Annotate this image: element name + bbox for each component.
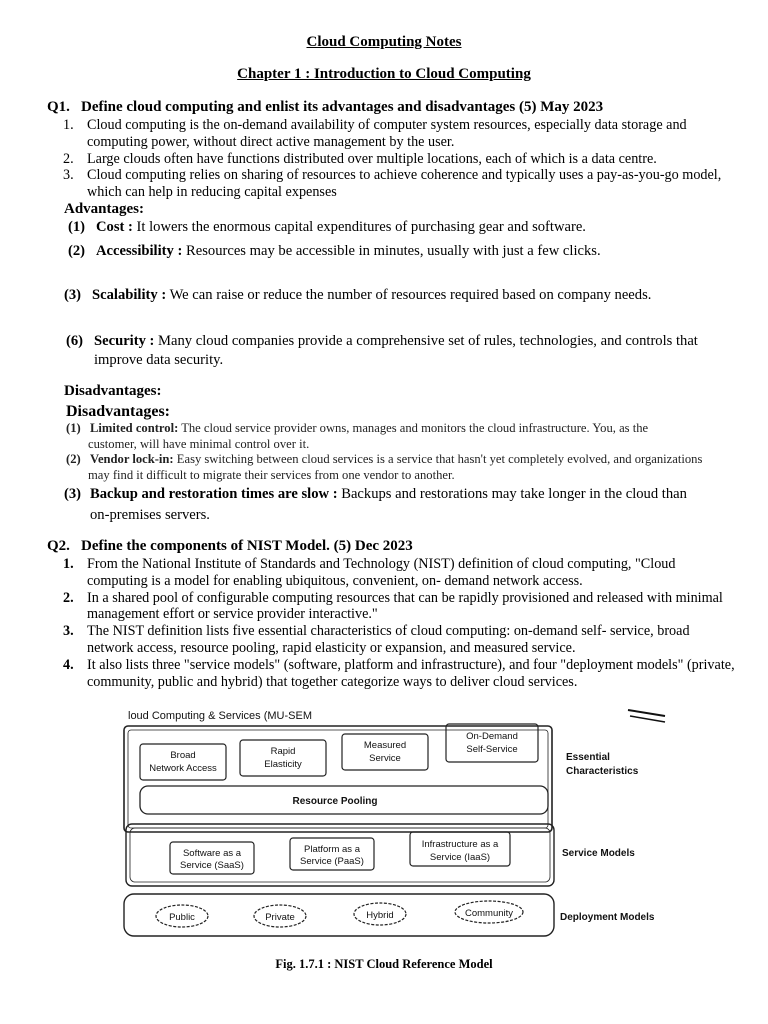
service-line1: Software as a — [182, 848, 242, 859]
advantage-item: (2) Accessibility : Resources may be accessible in minutes, usually with just a few clicks. — [68, 243, 601, 259]
chapter-heading: Chapter 1 : Introduction to Cloud Computing — [237, 66, 531, 82]
essential-line2: Elasticity — [264, 759, 302, 770]
deployment-label: Community — [464, 908, 514, 919]
document-title: Cloud Computing Notes — [306, 34, 462, 50]
service-line2: Service (PaaS) — [300, 856, 364, 867]
essential-line2: Network Access — [149, 763, 217, 774]
list-item: 1. From the National Institute of Standards and Technology (NIST) definition of cloud computing, "Cloud computing is a model for enabling ubiquitous, convenient, on- demand network access. — [63, 556, 676, 589]
question-1-points — [63, 117, 723, 201]
essential-label: Essential — [566, 752, 610, 763]
advantages-heading: Advantages: — [64, 201, 145, 217]
list-item: 2. In a shared pool of configurable computing resources that can be rapidly provisioned and released with minimal management effort or service provider interactive." — [63, 589, 723, 623]
question-2-text: Define the components of NIST Model. (5) Dec 2023 — [81, 538, 413, 554]
disadvantage-item: (2) Vendor lock-in: Easy switching between cloud services is a service that hasn't yet completely evolved, and organizations may find it difficult to migrate their services from one vendor to another. — [66, 452, 703, 482]
deployment-label: Hybrid — [366, 910, 394, 921]
essential-line1: Measured — [363, 740, 407, 751]
advantage-item: (1) Cost : It lowers the enormous capital expenditures of purchasing gear and software. — [68, 219, 586, 235]
question-1-text: Define cloud computing and enlist its advantages and disadvantages (5) May 2023 — [81, 99, 604, 115]
advantage-item: (3) Scalability : We can raise or reduce the number of resources required based on company needs. — [64, 287, 652, 303]
question-1-number: Q1. — [47, 99, 70, 115]
question-2-points — [63, 556, 735, 690]
essential-line1: Rapid — [270, 746, 296, 757]
disadvantage-item: (3) Backup and restoration times are slow : Backups and restorations may take longer in the cloud than on-premises servers. — [64, 486, 687, 523]
deployment-label: Public — [169, 912, 195, 923]
service-line2: Service (IaaS) — [429, 852, 491, 863]
deployment-label: Private — [265, 912, 295, 923]
advantage-item: (6) Security : Many cloud companies provide a comprehensive set of rules, technologies, and controls that improve data security. — [66, 333, 698, 368]
list-item: 2. Large clouds often have functions distributed over multiple locations, each of which is a data centre. — [63, 150, 657, 167]
disadvantages-scan-heading: Disadvantages: — [66, 403, 171, 420]
essential-line1: On-Demand — [466, 731, 518, 742]
figure-scan-mark — [630, 716, 665, 722]
service-models-label: Service Models — [562, 848, 635, 859]
figure-header-text: loud Computing & Services (MU-SEM — [128, 710, 313, 722]
list-item: 3. The NIST definition lists five essential characteristics of cloud computing: on-demand self- service, broad network access, resource pooling, rapid elasticity or expansion, and measured service. — [63, 623, 690, 656]
question-2-number: Q2. — [47, 538, 70, 554]
essential-line1: Broad — [170, 750, 196, 761]
question-1 — [47, 99, 603, 116]
deployment-models-label: Deployment Models — [560, 912, 655, 923]
characteristics-label: Characteristics — [566, 766, 639, 777]
service-line1: Platform as a — [304, 844, 360, 855]
figure-caption: Fig. 1.7.1 : NIST Cloud Reference Model — [275, 957, 493, 971]
disadvantages-heading: Disadvantages: — [64, 383, 162, 399]
service-line1: Infrastructure as a — [421, 839, 499, 850]
question-2 — [47, 538, 413, 555]
list-item: 1. Cloud computing is the on-demand availability of computer system resources, especially data storage and computing power, without direct active management by the user. — [63, 117, 687, 150]
service-line2: Service (SaaS) — [180, 860, 244, 871]
figure-scan-mark — [628, 710, 665, 716]
list-item: 3. Cloud computing relies on sharing of resources to achieve coherence and typically uses a pay-as-you-go model, which can help in reducing capital expenses — [63, 167, 722, 201]
essential-line2: Service — [369, 753, 401, 764]
disadvantage-item: (1) Limited control: The cloud service provider owns, manages and monitors the cloud infrastructure. You, as the customer, will have minimal control over it. — [66, 421, 649, 451]
essential-line2: Self-Service — [466, 744, 518, 755]
resource-pooling-label: Resource Pooling — [292, 796, 378, 807]
list-item: 4. It also lists three "service models" (software, platform and infrastructure), and four "deployment models" (private, community, public and hybrid) that together categorize ways to deliver cloud services. — [63, 656, 735, 690]
nist-reference-model-diagram — [120, 706, 666, 946]
